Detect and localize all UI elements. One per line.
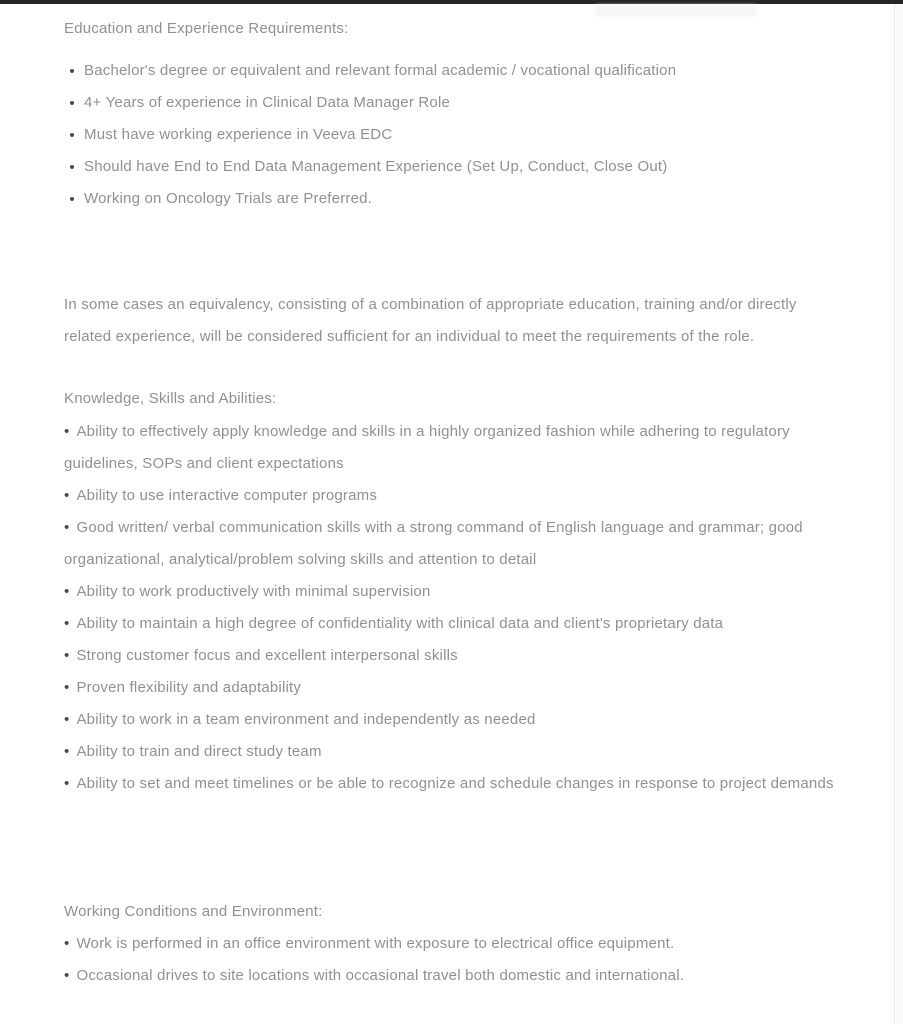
list-item-text: Occasional drives to site locations with occasional travel both domestic and international. <box>76 967 685 984</box>
bullet-icon: • <box>64 519 70 536</box>
list-item <box>64 119 846 151</box>
list-item-text: Ability to effectively apply knowledge and skills in a highly organized fashion while adhering to regulatory guidelines, SOPs and client expectations <box>64 423 790 472</box>
list-item <box>64 416 846 480</box>
bullet-icon: • <box>64 487 70 504</box>
list-item-text: Working on Oncology Trials are Preferred. <box>84 190 373 207</box>
list-item <box>64 55 846 87</box>
list-item <box>64 608 846 640</box>
list-item <box>64 480 846 512</box>
list-item-text: Should have End to End Data Management Experience (Set Up, Conduct, Close Out) <box>84 158 668 175</box>
list-item-text: Bachelor's degree or equivalent and relevant formal academic / vocational qualification <box>84 62 677 79</box>
list-item-text: Proven flexibility and adaptability <box>76 679 302 696</box>
section-heading-knowledge: Knowledge, Skills and Abilities: <box>64 390 277 407</box>
list-item-text: Ability to use interactive computer programs <box>76 487 378 504</box>
bullet-icon: • <box>64 743 70 760</box>
list-item <box>64 183 846 215</box>
bullet-icon: • <box>64 775 70 792</box>
list-item <box>64 704 846 736</box>
bullet-icon: • <box>64 679 70 696</box>
bullet-icon <box>70 197 74 201</box>
list-item <box>64 640 846 672</box>
list-item <box>64 672 846 704</box>
bullet-icon <box>70 69 74 73</box>
list-item <box>64 736 846 768</box>
list-item <box>64 87 846 119</box>
list-item-text: Ability to work productively with minimal supervision <box>76 583 431 600</box>
bullet-icon <box>70 165 74 169</box>
working-conditions-list <box>64 928 846 992</box>
list-item <box>64 768 846 800</box>
list-item-text: Ability to maintain a high degree of confidentiality with clinical data and client's proprietary data <box>76 615 724 632</box>
list-item <box>64 151 846 183</box>
bullet-icon <box>70 101 74 105</box>
list-item-text: Strong customer focus and excellent interpersonal skills <box>76 647 458 664</box>
bullet-icon <box>70 133 74 137</box>
list-item-text: Good written/ verbal communication skills with a strong command of English language and grammar; good organizational, analytical/problem solving skills and attention to detail <box>64 519 803 568</box>
list-item <box>64 576 846 608</box>
bullet-icon: • <box>64 647 70 664</box>
education-requirements-list <box>64 55 846 215</box>
list-item-text: Ability to train and direct study team <box>76 743 322 760</box>
list-item-text: Work is performed in an office environment with exposure to electrical office equipment. <box>76 935 675 952</box>
bullet-icon: • <box>64 583 70 600</box>
list-item-text: Must have working experience in Veeva EDC <box>84 126 393 143</box>
bullet-icon: • <box>64 615 70 632</box>
page-right-edge <box>894 4 903 1024</box>
bullet-icon: • <box>64 423 70 440</box>
document-content <box>64 0 846 992</box>
knowledge-skills-list <box>64 416 846 800</box>
list-item <box>64 960 846 992</box>
list-item <box>64 512 846 576</box>
bullet-icon: • <box>64 935 70 952</box>
bullet-icon: • <box>64 967 70 984</box>
equivalency-paragraph: In some cases an equivalency, consisting of a combination of appropriate education, training and/or directly related experience, will be considered sufficient for an individual to meet the requirements of the role. <box>64 296 797 345</box>
list-item-text: 4+ Years of experience in Clinical Data Manager Role <box>84 94 451 111</box>
bullet-icon: • <box>64 711 70 728</box>
list-item <box>64 928 846 960</box>
section-heading-working-conditions: Working Conditions and Environment: <box>64 903 323 920</box>
list-item-text: Ability to work in a team environment and independently as needed <box>76 711 536 728</box>
list-item-text: Ability to set and meet timelines or be able to recognize and schedule changes in response to project demands <box>76 775 834 792</box>
section-heading-education: Education and Experience Requirements: <box>64 20 349 37</box>
